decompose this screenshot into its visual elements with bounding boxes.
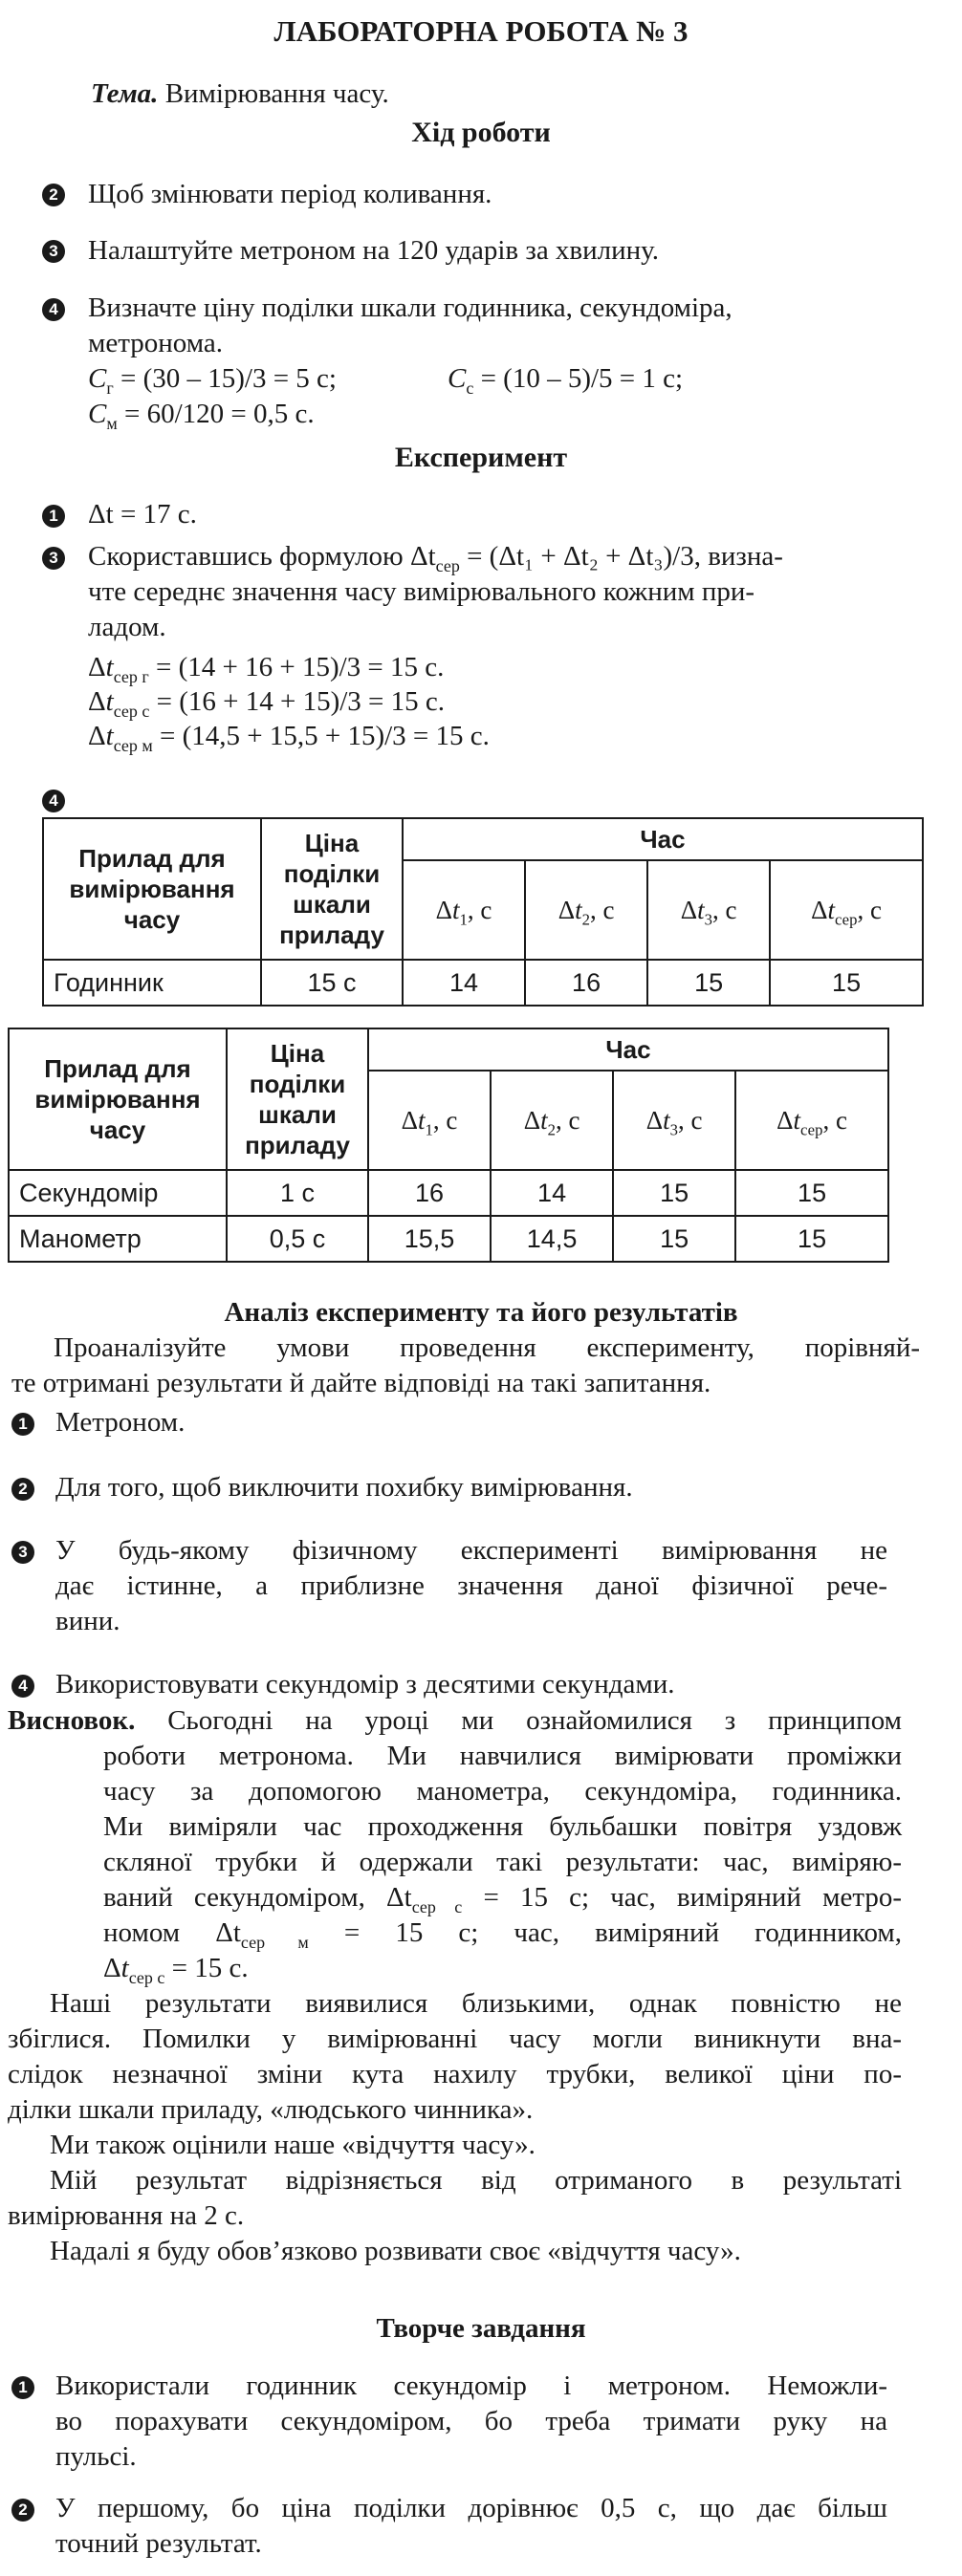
analysis-answer-2: Для того, щоб виключити похибку вимірювання. (55, 1472, 633, 1503)
analysis-intro (11, 1331, 920, 1401)
analysis-answer-3 (55, 1533, 887, 1639)
table-header-dt2: $\Delta t_2$, с (491, 1071, 613, 1170)
table-cell: 15 (613, 1170, 735, 1216)
text-line: $\Delta t_{сер с} = 15$ с. (103, 1953, 249, 1987)
experiment-step-1: Δt = 17 с. (88, 499, 197, 530)
table-header-dt1: $\Delta t_1$, с (368, 1071, 491, 1170)
step-number-badge: 3 (42, 240, 65, 263)
table-header-dtavg: $\Delta t_{сер}$, с (770, 860, 923, 960)
step-number-badge: 3 (42, 547, 65, 570)
conclusion-label: Висновок. (8, 1705, 136, 1736)
table-cell: 0,5 с (227, 1216, 368, 1262)
topic-label: Тема. (91, 78, 159, 109)
subscript: г (106, 378, 114, 398)
analysis-answer-4: Використовувати секундомір з десятими секундами. (55, 1669, 675, 1699)
table-row (43, 960, 923, 1006)
subscript: м (106, 413, 118, 433)
experiment-heading: Експеримент (394, 442, 568, 473)
table-cell: 14 (403, 960, 525, 1006)
topic-line (91, 76, 389, 112)
text-line: Надалі я буду обов’язково розвивати своє «відчуття часу». (50, 2236, 741, 2266)
text-line: вини. (55, 1606, 120, 1636)
text-line: Наші результати виявилися близькими, однак повністю не (50, 1988, 902, 2019)
text-line: скляної трубки й одержали такі результати: час, виміряю- (103, 1847, 902, 1877)
text-line: Мій результат відрізняється від отриманого в результаті (50, 2165, 902, 2196)
table-header-dt3: $\Delta t_3$, с (647, 860, 770, 960)
table-header-dt1: $\Delta t_1$, с (403, 860, 525, 960)
text-line: точний результат. (55, 2528, 262, 2559)
formula-value: = (30 – 15)/3 = 5 с; (120, 363, 337, 394)
step-number-badge: 4 (11, 1675, 34, 1698)
text-line: метронома. (88, 328, 223, 358)
calc-clock: $\Delta t_{сер г} = (14 + 16 + 15)/3 = 15$ с. (88, 652, 445, 686)
table-cell: 15 (735, 1216, 888, 1262)
page-title: ЛАБОРАТОРНА РОБОТА № 3 (273, 14, 689, 48)
step-number-badge: 1 (11, 2376, 34, 2399)
results-table-stopwatch (8, 1028, 889, 1263)
experiment-step-3 (88, 539, 920, 645)
step-number-badge: 2 (42, 184, 65, 206)
table-cell: 14,5 (491, 1216, 613, 1262)
progress-step-2: Щоб змінювати період коливання. (88, 179, 492, 209)
table-header-price: Ціна поділки шкали приладу (261, 818, 403, 960)
table-cell: 15 (770, 960, 923, 1006)
formula-value: = 60/120 = 0,5 с. (123, 399, 315, 429)
text-line: ділки шкали приладу, «людського чинника». (8, 2094, 534, 2125)
table-cell: 14 (491, 1170, 613, 1216)
text-line: слідок незначної зміни кута нахилу трубки, великої ціни по- (8, 2059, 902, 2089)
text-line: часу за допомогою манометра, секундоміра, годинника. (103, 1776, 902, 1807)
progress-heading: Хід роботи (411, 117, 551, 148)
conclusion (8, 1703, 902, 1986)
text-line: Ми виміряли час проходження бульбашки повітря уздовж (103, 1811, 902, 1842)
text-line: пульсі. (55, 2441, 137, 2472)
text-line: номом $\Delta t_{сер м} = 15$ с; час, виміряний годинником, (103, 1917, 903, 1952)
text-line: У будь-якому фізичному експерименті вимірювання не (55, 1535, 887, 1566)
text-line: Використали годинник секундомір і метроном. Неможли- (55, 2370, 887, 2401)
text-line: Проаналізуйте умови проведення експерименту, порівняй- (54, 1332, 920, 1363)
table-cell: Секундомір (9, 1170, 227, 1216)
progress-step-3: Налаштуйте метроном на 120 ударів за хвилину. (88, 235, 660, 266)
table-cell: 1 с (227, 1170, 368, 1216)
text-line: дає істинне, а приблизне значення даної фізичної рече- (55, 1570, 887, 1601)
formula-cm: $C_м = 60/120 = 0,5$ с. (88, 399, 315, 433)
formula-cs: $C_с = (10 - 5)/5 = 1$ с; (448, 363, 684, 398)
conclusion-paragraph-2 (8, 1986, 902, 2269)
text-line: во порахувати секундоміром, бо треба тримати руку на (55, 2406, 887, 2436)
table-cell: 15 (647, 960, 770, 1006)
topic-text: Вимірювання часу. (164, 78, 389, 109)
table-row (9, 1216, 888, 1262)
table-row (9, 1170, 888, 1216)
table-cell: 16 (525, 960, 647, 1006)
table-cell: Годинник (43, 960, 261, 1006)
table-header-device: Прилад для вимірювання часу (9, 1028, 227, 1170)
creative-heading: Творче завдання (376, 2313, 586, 2344)
step-number-badge: 3 (11, 1541, 34, 1564)
step-number-badge: 1 (42, 505, 65, 528)
table-cell: 15 с (261, 960, 403, 1006)
text-line: У першому, бо ціна поділки дорівнює 0,5 с, що дає більш (55, 2493, 887, 2523)
text-line: ладом. (88, 612, 166, 642)
table-header-time: Час (403, 818, 923, 860)
text-line: Скориставшись формулою $\Delta t_{сер} = (\Delta t_1 + \Delta t_2 + \Delta t_3)/3$, визна- (88, 541, 783, 575)
step-number-badge: 4 (42, 790, 65, 812)
text-line: Висновок. Сьогодні на уроці ми ознайомилися з принципом (8, 1705, 903, 1736)
table-header-device: Прилад для вимірювання часу (43, 818, 261, 960)
formula-value: = (10 – 5)/5 = 1 с; (480, 363, 684, 394)
formula-cg: $C_г = (30 - 15)/3 = 5$ с; (88, 363, 337, 398)
step-number-badge: 2 (11, 2499, 34, 2522)
table-cell: 15,5 (368, 1216, 491, 1262)
table-header-dtavg: $\Delta t_{сер}$, с (735, 1071, 888, 1170)
creative-answer-1 (55, 2369, 887, 2475)
table-cell: 16 (368, 1170, 491, 1216)
table-header-dt3: $\Delta t_3$, с (613, 1071, 735, 1170)
table-header-dt2: $\Delta t_2$, с (525, 860, 647, 960)
analysis-heading: Аналіз експерименту та його результатів (224, 1297, 738, 1328)
text-line: те отримані результати й дайте відповіді на такі запитання. (11, 1368, 711, 1398)
table-cell: 15 (613, 1216, 735, 1262)
creative-answer-2 (55, 2491, 887, 2562)
text-line: чте середнє значення часу вимірювального кожним при- (88, 576, 755, 607)
table-cell: 15 (735, 1170, 888, 1216)
progress-step-4 (88, 291, 732, 361)
text-line: ваний секундоміром, $\Delta t_{сер с} = 15$ с; час, виміряний метро- (103, 1882, 903, 1916)
step-number-badge: 1 (11, 1413, 34, 1436)
text-line: Визначте ціну поділки шкали годинника, секундоміра, (88, 292, 732, 323)
table-cell: Манометр (9, 1216, 227, 1262)
text-line: збіглися. Помилки у вимірюванні часу могли виникнути вна- (8, 2024, 902, 2054)
calc-metronome: $\Delta t_{сер м} = (14,5 + 15,5 + 15)/3 = 15$ с. (88, 721, 490, 755)
subscript: с (466, 378, 474, 398)
text-line: вимірювання на 2 с. (8, 2200, 245, 2231)
table-header-time: Час (368, 1028, 888, 1071)
calc-stopwatch: $\Delta t_{сер с} = (16 + 14 + 15)/3 = 15$ с. (88, 686, 446, 721)
step-number-badge: 2 (11, 1478, 34, 1501)
text-line: Ми також оцінили наше «відчуття часу». (50, 2130, 536, 2160)
analysis-answer-1: Метроном. (55, 1407, 186, 1438)
text-line: роботи метронома. Ми навчилися вимірювати проміжки (103, 1741, 902, 1771)
results-table-clock (42, 817, 924, 1007)
table-header-price: Ціна поділки шкали приладу (227, 1028, 368, 1170)
step-number-badge: 4 (42, 298, 65, 321)
